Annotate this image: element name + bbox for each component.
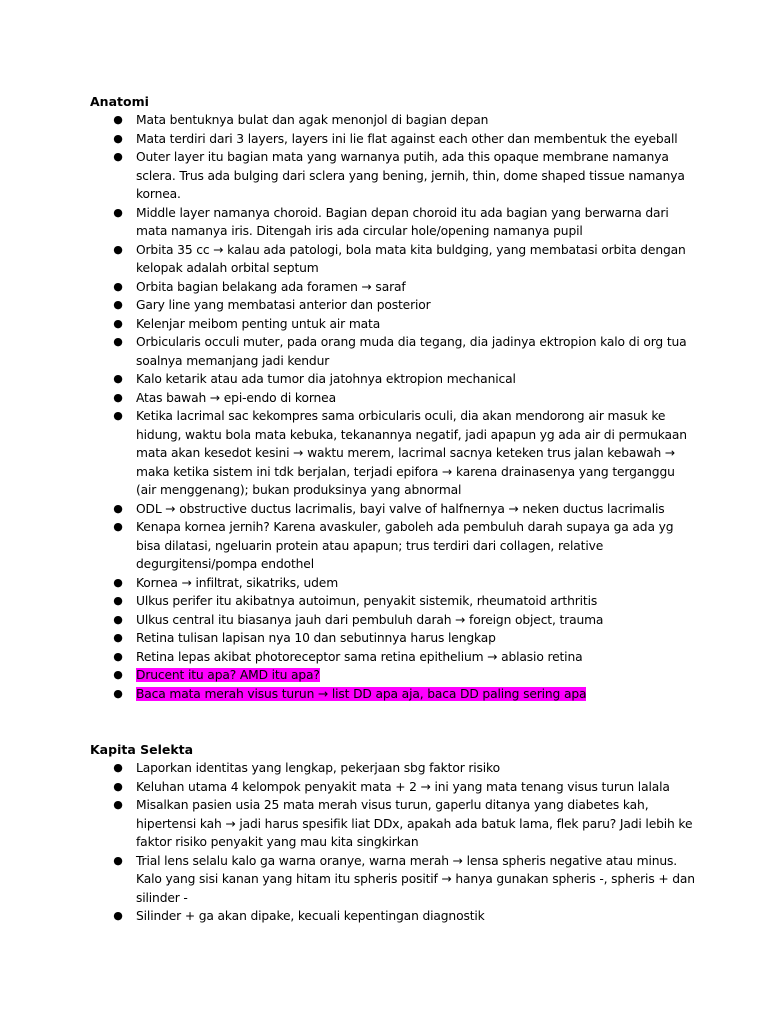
list-item-line bbox=[136, 574, 678, 593]
list-item bbox=[0, 666, 768, 685]
list-item-line bbox=[136, 204, 678, 223]
list-item-line bbox=[136, 148, 678, 167]
list-item-line bbox=[136, 889, 678, 908]
section-anatomi bbox=[0, 92, 768, 703]
bullet-icon: ● bbox=[113, 390, 123, 404]
list-item-line bbox=[136, 666, 678, 685]
list-item-line bbox=[136, 481, 678, 500]
item-text: faktor risiko penyakit yang mau kita singkirkan bbox=[136, 835, 419, 849]
highlighted-text: Drucent itu apa? AMD itu apa? bbox=[136, 668, 320, 682]
item-text: kornea. bbox=[136, 187, 181, 201]
bullet-icon: ● bbox=[113, 279, 123, 293]
list-item-line bbox=[136, 796, 678, 815]
list-item bbox=[0, 796, 768, 852]
list-item bbox=[0, 907, 768, 926]
list-item-line bbox=[136, 537, 678, 556]
bullet-icon: ● bbox=[113, 909, 123, 922]
bullet-icon: ● bbox=[113, 668, 123, 681]
list-item bbox=[0, 389, 768, 408]
item-text: Ketika lacrimal sac kekompres sama orbicularis oculi, dia akan mendorong air masuk ke bbox=[136, 409, 666, 423]
bullet-icon: ● bbox=[113, 501, 123, 515]
list-item bbox=[0, 759, 768, 778]
list-item bbox=[0, 315, 768, 334]
item-text: Kalo yang sisi kanan yang hitam itu spheris positif → hanya gunakan spheris -, spheris + dan bbox=[136, 872, 695, 886]
list-item-line bbox=[136, 500, 678, 519]
list-item bbox=[0, 685, 768, 704]
bullet-icon: ● bbox=[113, 316, 123, 330]
list-item bbox=[0, 296, 768, 315]
list-item-line bbox=[136, 370, 678, 389]
bullet-icon: ● bbox=[113, 594, 123, 607]
list-item-line bbox=[136, 278, 678, 297]
list-item-line bbox=[136, 870, 695, 889]
list-item bbox=[0, 333, 768, 370]
bullet-icon: ● bbox=[113, 335, 123, 348]
item-text: silinder - bbox=[136, 890, 188, 905]
list-item bbox=[0, 111, 768, 130]
list-item-line bbox=[136, 389, 678, 408]
item-text: Misalkan pasien usia 25 mata merah visus turun, gaperlu ditanya yang diabetes kah, bbox=[136, 798, 649, 812]
list-item bbox=[0, 518, 768, 574]
bullet-icon: ● bbox=[113, 649, 123, 663]
item-text: sclera. Trus ada bulging dari sclera yang bening, jernih, thin, dome shaped tissue namanya bbox=[136, 168, 685, 183]
list-item-line bbox=[136, 185, 678, 204]
list-item bbox=[0, 611, 768, 630]
item-text: Orbita bagian belakang ada foramen → saraf bbox=[136, 279, 406, 294]
list-item-line bbox=[136, 352, 678, 371]
bullet-icon: ● bbox=[113, 779, 123, 793]
item-text: soalnya memanjang jadi kendur bbox=[136, 353, 330, 368]
item-text: degurgitensi/pompa endothel bbox=[136, 557, 314, 571]
list-item-line bbox=[136, 444, 678, 463]
list-item-line bbox=[136, 333, 687, 352]
item-text: Silinder + ga akan dipake, kecuali kepentingan diagnostik bbox=[136, 909, 485, 923]
item-text: kelopak adalah orbital septum bbox=[136, 261, 319, 275]
bullet-icon: ● bbox=[113, 409, 123, 422]
item-text: Kenapa kornea jernih? Karena avaskuler, gaboleh ada pembuluh darah supaya ga ada yg bbox=[136, 520, 674, 534]
list-item-line bbox=[136, 629, 678, 648]
list-item bbox=[0, 278, 768, 297]
list-item-line bbox=[136, 241, 686, 260]
list-item bbox=[0, 574, 768, 593]
item-text: Gary line yang membatasi anterior dan posterior bbox=[136, 298, 431, 312]
list-item bbox=[0, 778, 768, 797]
list-item-line bbox=[136, 815, 693, 834]
bullet-icon: ● bbox=[113, 686, 123, 700]
list-item-line bbox=[136, 167, 685, 186]
item-text: mata namanya iris. Ditengah iris ada circular hole/opening namanya pupil bbox=[136, 224, 583, 238]
item-text: Mata terdiri dari 3 layers, layers ini lie flat against each other dan membentuk the eyeball bbox=[136, 131, 678, 146]
item-text: Retina tulisan lapisan nya 10 dan sebutinnya harus lengkap bbox=[136, 631, 496, 645]
list-item-line bbox=[136, 111, 678, 130]
item-text: (air menggenang); bukan produksinya yang abnormal bbox=[136, 483, 462, 497]
item-text: Laporkan identitas yang lengkap, pekerjaan sbg faktor risiko bbox=[136, 761, 500, 775]
bullet-icon: ● bbox=[113, 631, 123, 644]
list-item-line bbox=[136, 648, 678, 667]
list-item bbox=[0, 592, 768, 611]
bullet-icon: ● bbox=[113, 113, 123, 126]
item-text: Ulkus central itu biasanya jauh dari pembuluh darah → foreign object, trauma bbox=[136, 612, 604, 627]
list-item-line bbox=[136, 685, 678, 704]
list-item-line bbox=[136, 833, 678, 852]
bullet-icon: ● bbox=[113, 798, 123, 811]
list-item-line bbox=[136, 315, 678, 334]
list-item-line bbox=[136, 426, 687, 445]
bullet-icon: ● bbox=[113, 131, 123, 145]
item-text: Outer layer itu bagian mata yang warnanya putih, ada this opaque membrane namanya bbox=[136, 150, 669, 164]
list-item-line bbox=[136, 778, 678, 797]
item-text: Kelenjar meibom penting untuk air mata bbox=[136, 316, 381, 331]
item-text: maka ketika sistem ini tdk berjalan, terjadi epifora → karena drainasenya yang terganggu bbox=[136, 464, 675, 479]
list-item-line bbox=[136, 259, 678, 278]
item-text: Mata bentuknya bulat dan agak menonjol di bagian depan bbox=[136, 113, 489, 127]
section-heading: Anatomi bbox=[90, 94, 149, 109]
list-item bbox=[0, 370, 768, 389]
list-item-line bbox=[136, 463, 678, 482]
item-text: bisa dilatasi, ngeluarin protein atau apapun; trus terdiri dari collagen, relative bbox=[136, 538, 604, 553]
bullet-icon: ● bbox=[113, 612, 123, 626]
item-text: ODL → obstructive ductus lacrimalis, bayi valve of halfnernya → neken ductus lacrimalis bbox=[136, 501, 665, 516]
item-text: Keluhan utama 4 kelompok penyakit mata + 2 → ini yang mata tenang visus turun lalala bbox=[136, 779, 670, 794]
list-item bbox=[0, 204, 768, 241]
list-item-line bbox=[136, 852, 678, 871]
list-item-line bbox=[136, 555, 678, 574]
list-item-line bbox=[136, 592, 678, 611]
list-item-line bbox=[136, 759, 678, 778]
section-heading: Kapita Selekta bbox=[90, 742, 194, 757]
list-item bbox=[0, 407, 768, 500]
list-item-line bbox=[136, 518, 678, 537]
list-item-line bbox=[136, 222, 678, 241]
list-item bbox=[0, 241, 768, 278]
bullet-icon: ● bbox=[113, 520, 123, 533]
list-item bbox=[0, 648, 768, 667]
bullet-icon: ● bbox=[113, 853, 123, 867]
list-item-line bbox=[136, 296, 678, 315]
list-item-line bbox=[136, 611, 678, 630]
list-item bbox=[0, 148, 768, 204]
list-item bbox=[0, 852, 768, 908]
item-text: hidung, waktu bola mata kebuka, tekanannya negatif, jadi apapun yg ada air di permukaan bbox=[136, 427, 687, 442]
item-text: Atas bawah → epi-endo di kornea bbox=[136, 390, 336, 405]
bullet-icon: ● bbox=[113, 150, 123, 163]
list-item bbox=[0, 130, 768, 149]
bullet-icon: ● bbox=[113, 372, 123, 385]
bullet-list bbox=[0, 111, 768, 703]
bullet-icon: ● bbox=[113, 761, 123, 774]
item-text: Trial lens selalu kalo ga warna oranye, warna merah → lensa spheris negative atau minus. bbox=[136, 853, 678, 868]
item-text: Middle layer namanya choroid. Bagian depan choroid itu ada bagian yang berwarna dari bbox=[136, 205, 669, 220]
item-text: mata akan kesedot kesini → waktu merem, lacrimal sacnya keteken trus jalan kebawah → bbox=[136, 446, 676, 460]
bullet-icon: ● bbox=[113, 575, 123, 589]
highlighted-text: Baca mata merah visus turun → list DD apa aja, baca DD paling sering apa bbox=[136, 686, 587, 701]
item-text: Retina lepas akibat photoreceptor sama retina epithelium → ablasio retina bbox=[136, 649, 583, 664]
list-item-line bbox=[136, 907, 678, 926]
section-kapita-selekta bbox=[0, 740, 768, 926]
list-item-line bbox=[136, 407, 678, 426]
item-text: Orbita 35 cc → kalau ada patologi, bola mata kita buldging, yang membatasi orbita dengan bbox=[136, 242, 686, 257]
item-text: Ulkus perifer itu akibatnya autoimun, penyakit sistemik, rheumatoid arthritis bbox=[136, 594, 598, 608]
bullet-list bbox=[0, 759, 768, 926]
item-text: Kalo ketarik atau ada tumor dia jatohnya ektropion mechanical bbox=[136, 372, 516, 386]
list-item bbox=[0, 629, 768, 648]
item-text: Orbicularis occuli muter, pada orang muda dia tegang, dia jadinya ektropion kalo di org tua bbox=[136, 335, 687, 349]
bullet-icon: ● bbox=[113, 242, 123, 256]
bullet-icon: ● bbox=[113, 298, 123, 311]
bullet-icon: ● bbox=[113, 205, 123, 219]
list-item bbox=[0, 500, 768, 519]
list-item-line bbox=[136, 130, 678, 149]
item-text: hipertensi kah → jadi harus spesifik liat DDx, apakah ada batuk lama, flek paru? Jadi lebih ke bbox=[136, 816, 693, 831]
item-text: Kornea → infiltrat, sikatriks, udem bbox=[136, 575, 339, 590]
